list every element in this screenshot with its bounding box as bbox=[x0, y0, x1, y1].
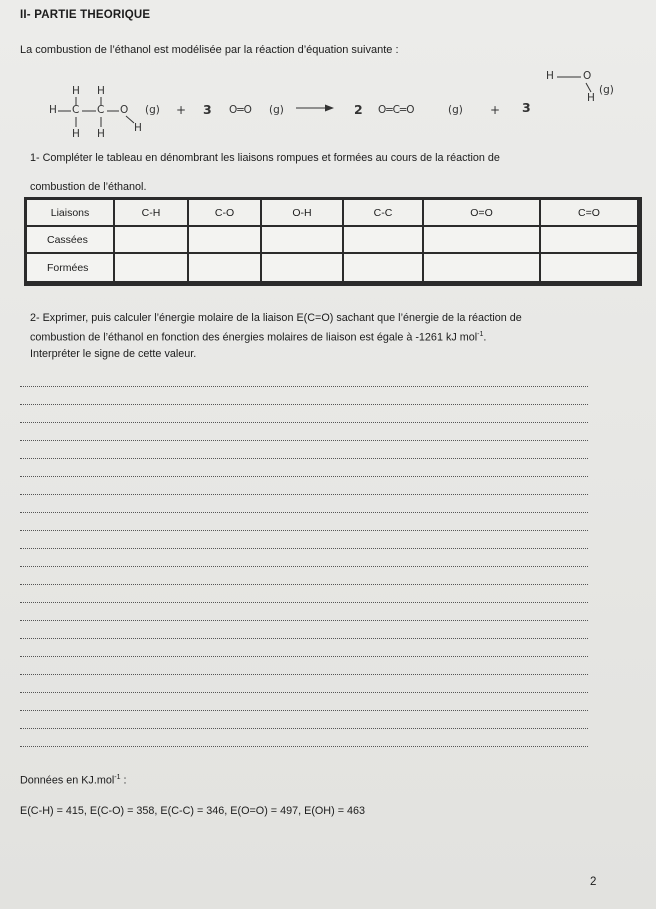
bond-energy-values: E(C-H) = 415, E(C-O) = 358, E(C-C) = 346, E(O=O) = 497, E(OH) = 463 bbox=[20, 805, 366, 817]
answer-line[interactable] bbox=[20, 386, 588, 387]
atom-o: O bbox=[120, 104, 129, 116]
data-title-colon: : bbox=[120, 774, 127, 787]
table-input-cell[interactable] bbox=[424, 227, 539, 252]
answer-line[interactable] bbox=[20, 458, 588, 459]
table-header-cell: C-C bbox=[344, 200, 422, 225]
table-input-cell[interactable] bbox=[262, 227, 342, 252]
formula-o2: O═O bbox=[229, 104, 252, 116]
question-1-text-cont: combustion de l’éthanol. bbox=[30, 181, 147, 193]
table-input-cell[interactable] bbox=[541, 254, 637, 281]
question-2-text: 2- Exprimer, puis calculer l’énergie molaire de la liaison E(C=O) sachant que l’énergie de la réaction de bbox=[30, 312, 522, 324]
table-input-cell[interactable] bbox=[541, 227, 637, 252]
atom-h: H bbox=[97, 85, 105, 97]
formula-co2: O═C═O bbox=[378, 104, 415, 116]
atom-h: H bbox=[49, 104, 57, 116]
answer-line[interactable] bbox=[20, 602, 588, 603]
state-label: (g) bbox=[269, 104, 284, 116]
atom-h: H bbox=[134, 122, 142, 134]
table-input-cell[interactable] bbox=[189, 254, 260, 281]
answer-line[interactable] bbox=[20, 710, 588, 711]
coefficient-co2: 2 bbox=[354, 102, 363, 117]
answer-line[interactable] bbox=[20, 674, 588, 675]
data-section-title bbox=[20, 774, 126, 787]
sentence-period: . bbox=[483, 331, 487, 344]
answer-line[interactable] bbox=[20, 566, 588, 567]
answer-line[interactable] bbox=[20, 620, 588, 621]
atom-h: H bbox=[72, 128, 80, 140]
atom-h: H bbox=[97, 128, 105, 140]
intro-text: La combustion de l’éthanol est modélisée par la réaction d’équation suivante : bbox=[20, 44, 399, 56]
answer-line[interactable] bbox=[20, 692, 588, 693]
question-2-text-cont bbox=[30, 331, 486, 344]
question-2-text-main: combustion de l’éthanol en fonction des énergies molaires de liaison est égale à -1261 kJ mol bbox=[30, 331, 478, 344]
atom-c: C bbox=[97, 104, 105, 116]
answer-line[interactable] bbox=[20, 494, 588, 495]
table-header-cell: O-H bbox=[262, 200, 342, 225]
table-header-cell: Liaisons bbox=[27, 200, 113, 225]
table-header-cell: C-O bbox=[189, 200, 260, 225]
table-input-cell[interactable] bbox=[189, 227, 260, 252]
answer-line[interactable] bbox=[20, 656, 588, 657]
state-label: (g) bbox=[599, 84, 614, 96]
answer-line[interactable] bbox=[20, 746, 588, 747]
answer-line[interactable] bbox=[20, 638, 588, 639]
atom-c: C bbox=[72, 104, 80, 116]
bonds-table bbox=[24, 197, 642, 286]
plus-sign: + bbox=[490, 103, 501, 117]
answer-line[interactable] bbox=[20, 728, 588, 729]
reaction-arrow-icon bbox=[296, 103, 334, 113]
coefficient-o2: 3 bbox=[203, 102, 212, 117]
table-input-cell[interactable] bbox=[344, 227, 422, 252]
page-number: 2 bbox=[590, 876, 597, 888]
question-1-text: 1- Compléter le tableau en dénombrant les liaisons rompues et formées au cours de la réaction de bbox=[30, 152, 500, 164]
answer-line[interactable] bbox=[20, 512, 588, 513]
data-title-main: Données en KJ.mol bbox=[20, 774, 115, 787]
state-label: (g) bbox=[448, 104, 463, 116]
water-bonds bbox=[555, 70, 595, 96]
table-input-cell[interactable] bbox=[115, 254, 187, 281]
table-header-cell: C=O bbox=[541, 200, 637, 225]
plus-sign: + bbox=[176, 103, 187, 117]
answer-line[interactable] bbox=[20, 548, 588, 549]
atom-h: H bbox=[587, 92, 595, 104]
table-input-cell[interactable] bbox=[115, 227, 187, 252]
table-header-cell: O=O bbox=[424, 200, 539, 225]
table-row-label: Formées bbox=[27, 254, 113, 281]
ethanol-bonds bbox=[40, 80, 160, 145]
state-label: (g) bbox=[145, 104, 160, 116]
atom-h: H bbox=[546, 70, 554, 82]
table-input-cell[interactable] bbox=[344, 254, 422, 281]
answer-line[interactable] bbox=[20, 530, 588, 531]
question-2-interpret: Interpréter le signe de cette valeur. bbox=[30, 348, 197, 360]
section-title: II- PARTIE THEORIQUE bbox=[20, 9, 151, 21]
atom-h: H bbox=[72, 85, 80, 97]
table-header-cell: C-H bbox=[115, 200, 187, 225]
table-input-cell[interactable] bbox=[262, 254, 342, 281]
unit-exponent: -1 bbox=[114, 774, 121, 781]
unit-exponent: -1 bbox=[477, 331, 484, 338]
coefficient-h2o: 3 bbox=[522, 100, 531, 115]
answer-line[interactable] bbox=[20, 422, 588, 423]
answer-line[interactable] bbox=[20, 584, 588, 585]
answer-line[interactable] bbox=[20, 404, 588, 405]
answer-line[interactable] bbox=[20, 476, 588, 477]
atom-o: O bbox=[583, 70, 592, 82]
table-row-label: Cassées bbox=[27, 227, 113, 252]
answer-line[interactable] bbox=[20, 440, 588, 441]
table-input-cell[interactable] bbox=[424, 254, 539, 281]
